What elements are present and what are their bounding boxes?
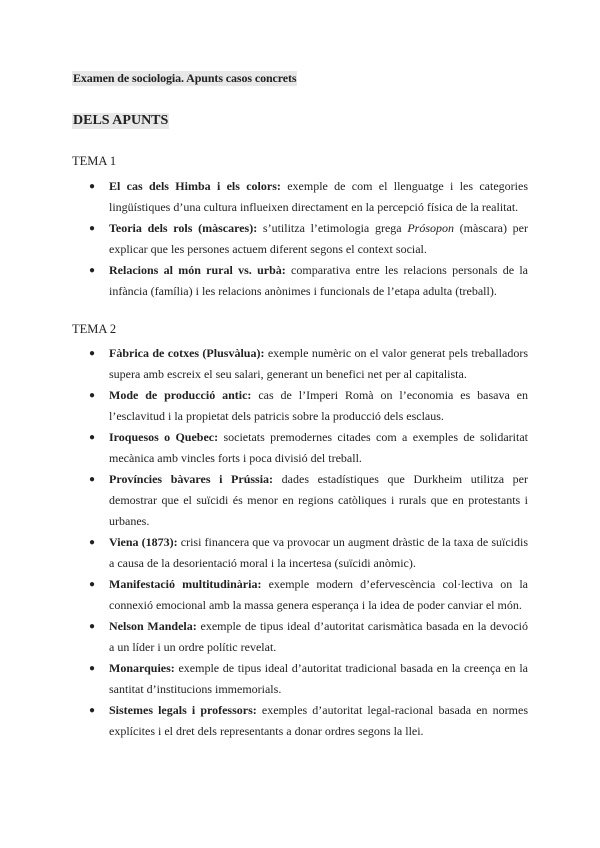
- list-item: [72, 343, 528, 385]
- bullet-icon: ●: [89, 390, 96, 401]
- bullet-icon: ●: [89, 621, 96, 632]
- item-term: El cas dels Himba i els colors:: [109, 179, 281, 193]
- item-italic-term: Prósopon: [407, 221, 454, 235]
- list-item: [72, 658, 528, 700]
- bullet-icon: ●: [89, 432, 96, 443]
- item-description: exemple de tipus ideal d’autoritat tradicional basada en la creença en la santitat d’institucions immemorials.: [109, 661, 528, 696]
- item-term: Mode de producció antic:: [109, 388, 252, 402]
- list-item: [72, 574, 528, 616]
- bullet-icon: ●: [89, 579, 96, 590]
- item-description: exemple de com el llenguatge i les categories lingüístiques d’una cultura influeixen directament en la percepció física de la realitat.: [109, 179, 528, 214]
- item-term: Monarquies:: [109, 661, 175, 675]
- item-description: exemple numèric on el valor generat pels treballadors supera amb escreix el seu salari, generant un benefici net per al capitalista.: [109, 346, 528, 381]
- tema-2-heading: TEMA 2: [72, 322, 117, 336]
- list-item: [72, 532, 528, 574]
- item-description: cas de l’Imperi Romà on l’economia es basava en l’esclavitud i la propietat dels patricis sobre la producció dels esclaus.: [109, 388, 528, 423]
- list-item: [72, 385, 528, 427]
- item-term: Teoria dels rols (màscares):: [109, 221, 258, 235]
- list-item: [72, 616, 528, 658]
- item-term: Viena (1873):: [109, 535, 178, 549]
- item-term: Manifestació multitudinària:: [109, 577, 262, 591]
- item-description: exemple modern d’efervescència col·lectiva on la connexió emocional amb la massa genera esperança i la idea de poder canviar el món.: [109, 577, 529, 612]
- section-heading: DELS APUNTS: [73, 113, 169, 128]
- list-item: [72, 260, 528, 302]
- item-description: exemple de tipus ideal d’autoritat carismàtica basada en la devoció a un líder i un ordre polític revelat.: [109, 619, 529, 654]
- item-description: societats premodernes citades com a exemples de solidaritat mecànica amb vincles forts i poca divisió del treball.: [109, 430, 529, 465]
- list-item: [72, 176, 528, 218]
- item-description: exemples d’autoritat legal-racional basada en normes explícites i el dret dels representants a donar ordres segons la llei.: [109, 703, 528, 738]
- item-term: Sistemes legals i professors:: [109, 703, 257, 717]
- bullet-icon: ●: [89, 474, 96, 485]
- tema-1-heading: TEMA 1: [72, 154, 117, 168]
- item-description: crisi financera que va provocar un augment dràstic de la taxa de suïcidis a causa de la desorientació moral i la incertesa (suïcidi anòmic).: [109, 535, 528, 570]
- bullet-icon: ●: [89, 223, 96, 234]
- bullet-icon: ●: [89, 663, 96, 674]
- list-item: [72, 700, 528, 742]
- item-term: Províncies bàvares i Prússia:: [109, 472, 274, 486]
- item-description-continued: (màscara) per explicar que les persones actuem diferent segons el context social.: [109, 221, 529, 256]
- item-description: s’utilitza l’etimologia grega: [257, 221, 408, 235]
- item-term: Nelson Mandela:: [109, 619, 197, 633]
- bullet-icon: ●: [89, 181, 96, 192]
- list-item: [72, 218, 528, 260]
- bullet-icon: ●: [89, 265, 96, 276]
- list-item: [72, 469, 528, 532]
- tema-2-list: [72, 343, 528, 742]
- item-description: comparativa entre les relacions personals de la infància (família) i les relacions anònimes i funcionals de l’etapa adulta (treball).: [109, 263, 528, 298]
- item-term: Iroquesos o Quebec:: [109, 430, 219, 444]
- bullet-icon: ●: [89, 537, 96, 548]
- item-term: Relacions al món rural vs. urbà:: [109, 263, 286, 277]
- tema-1-list: [72, 176, 528, 302]
- item-description: dades estadístiques que Durkheim utilitza per demostrar que el suïcidi és menor en regions catòliques i rurals que en protestants i urbanes.: [109, 472, 529, 528]
- list-item: [72, 427, 528, 469]
- bullet-icon: ●: [89, 348, 96, 359]
- item-term: Fàbrica de cotxes (Plusvàlua):: [109, 346, 265, 360]
- bullet-icon: ●: [89, 705, 96, 716]
- document-title: Examen de sociologia. Apunts casos concrets: [73, 71, 297, 85]
